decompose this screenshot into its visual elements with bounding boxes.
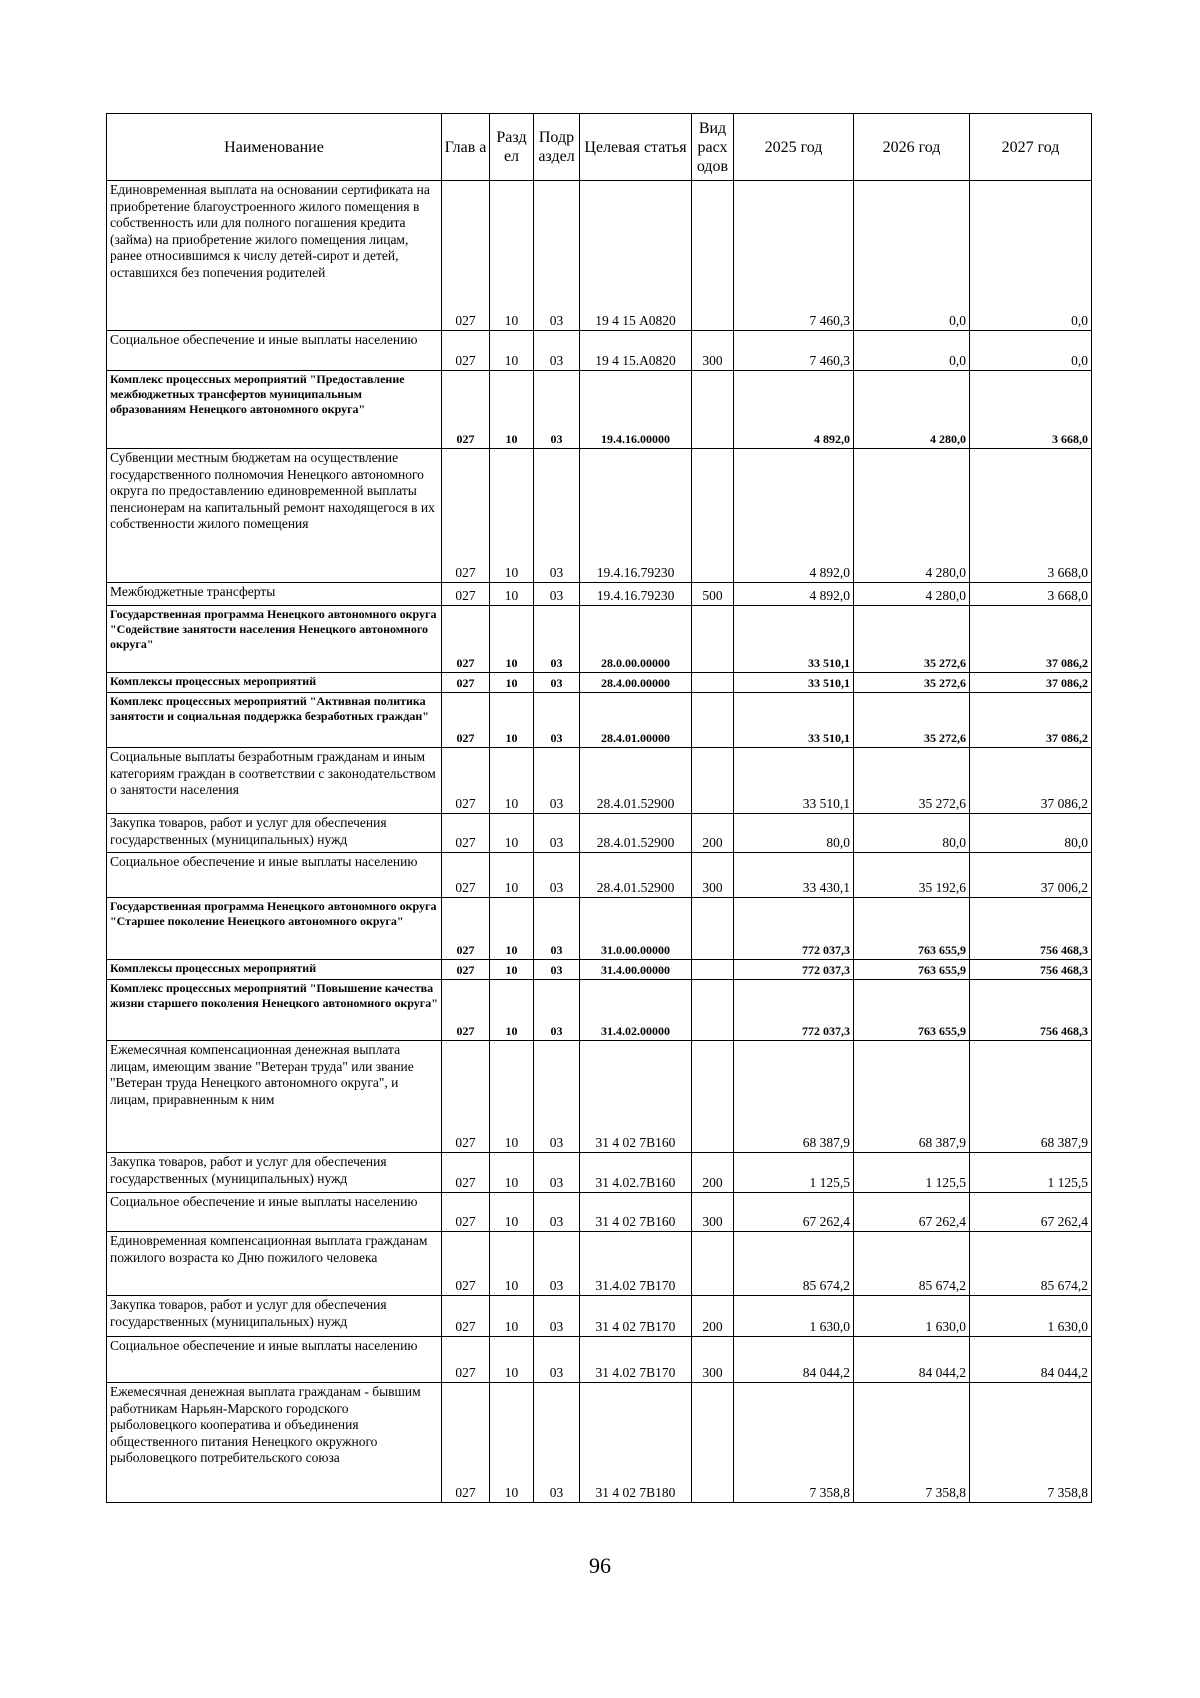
table-row <box>107 980 1092 1041</box>
cell-razdel: 10 <box>490 1232 534 1296</box>
cell-2027: 37 086,2 <box>970 606 1092 673</box>
cell-name: Закупка товаров, работ и услуг для обеспечения государственных (муниципальных) нужд <box>107 1153 442 1193</box>
header-vid: Вид расх одов <box>692 114 734 181</box>
header-2025: 2025 год <box>734 114 854 181</box>
cell-2025: 67 262,4 <box>734 1193 854 1232</box>
cell-name: Ежемесячная денежная выплата гражданам - бывшим работникам Нарьян-Марского городского рыболовецкого кооператива и объединения общественного питания Ненецкого окружного рыболовецкого потребительского союза <box>107 1383 442 1503</box>
cell-name: Государственная программа Ненецкого автономного округа "Содействие занятости населения Ненецкого автономного округа" <box>107 606 442 673</box>
cell-name: Комплекс процессных мероприятий "Повышение качества жизни старшего поколения Ненецкого автономного округа" <box>107 980 442 1041</box>
cell-name: Межбюджетные трансферты <box>107 583 442 606</box>
cell-2027: 756 468,3 <box>970 960 1092 980</box>
cell-razdel: 10 <box>490 898 534 960</box>
cell-glava: 027 <box>442 181 490 331</box>
cell-glava: 027 <box>442 693 490 748</box>
cell-razdel: 10 <box>490 1383 534 1503</box>
table-row <box>107 606 1092 673</box>
cell-name: Социальное обеспечение и иные выплаты населению <box>107 1193 442 1232</box>
cell-vid <box>692 693 734 748</box>
cell-podrazdel: 03 <box>534 1296 580 1337</box>
cell-2025: 772 037,3 <box>734 898 854 960</box>
cell-vid <box>692 181 734 331</box>
cell-vid: 300 <box>692 1337 734 1383</box>
cell-2027: 84 044,2 <box>970 1337 1092 1383</box>
cell-razdel: 10 <box>490 748 534 814</box>
cell-target: 28.4.01.52900 <box>580 748 692 814</box>
header-2027: 2027 год <box>970 114 1092 181</box>
cell-razdel: 10 <box>490 693 534 748</box>
cell-target: 28.0.00.00000 <box>580 606 692 673</box>
cell-2026: 7 358,8 <box>854 1383 970 1503</box>
cell-name: Комплексы процессных мероприятий <box>107 673 442 693</box>
cell-target: 31 4.02.7В160 <box>580 1153 692 1193</box>
cell-glava: 027 <box>442 748 490 814</box>
cell-glava: 027 <box>442 898 490 960</box>
cell-glava: 027 <box>442 449 490 583</box>
cell-vid <box>692 960 734 980</box>
cell-target: 19.4.16.79230 <box>580 449 692 583</box>
cell-2025: 33 510,1 <box>734 606 854 673</box>
cell-2025: 772 037,3 <box>734 960 854 980</box>
cell-2026: 35 192,6 <box>854 853 970 898</box>
cell-name: Комплексы процессных мероприятий <box>107 960 442 980</box>
table-row <box>107 960 1092 980</box>
cell-vid <box>692 898 734 960</box>
cell-podrazdel: 03 <box>534 449 580 583</box>
cell-razdel: 10 <box>490 1296 534 1337</box>
cell-podrazdel: 03 <box>534 980 580 1041</box>
cell-target: 31 4 02 7В170 <box>580 1296 692 1337</box>
cell-2025: 33 430,1 <box>734 853 854 898</box>
cell-name: Закупка товаров, работ и услуг для обеспечения государственных (муниципальных) нужд <box>107 1296 442 1337</box>
cell-2025: 7 460,3 <box>734 181 854 331</box>
cell-vid <box>692 606 734 673</box>
cell-2027: 37 086,2 <box>970 748 1092 814</box>
cell-glava: 027 <box>442 606 490 673</box>
table-row <box>107 1232 1092 1296</box>
cell-2026: 4 280,0 <box>854 371 970 449</box>
cell-razdel: 10 <box>490 853 534 898</box>
cell-2025: 80,0 <box>734 814 854 853</box>
cell-podrazdel: 03 <box>534 1383 580 1503</box>
table-header <box>107 114 1092 181</box>
cell-razdel: 10 <box>490 960 534 980</box>
cell-2026: 1 125,5 <box>854 1153 970 1193</box>
header-razdel: Разд ел <box>490 114 534 181</box>
cell-podrazdel: 03 <box>534 898 580 960</box>
cell-vid <box>692 1383 734 1503</box>
cell-vid <box>692 748 734 814</box>
cell-2027: 756 468,3 <box>970 980 1092 1041</box>
cell-vid <box>692 371 734 449</box>
cell-podrazdel: 03 <box>534 1232 580 1296</box>
cell-2027: 85 674,2 <box>970 1232 1092 1296</box>
table-row <box>107 814 1092 853</box>
cell-2026: 763 655,9 <box>854 980 970 1041</box>
cell-glava: 027 <box>442 331 490 371</box>
cell-name: Субвенции местным бюджетам на осуществление государственного полномочия Ненецкого автономного округа по предоставлению единовременной выплаты пенсионерам на капитальный ремонт находящегося в их собственности жилого помещения <box>107 449 442 583</box>
cell-vid <box>692 980 734 1041</box>
table-row <box>107 748 1092 814</box>
cell-target: 28.4.00.00000 <box>580 673 692 693</box>
cell-podrazdel: 03 <box>534 673 580 693</box>
cell-2025: 33 510,1 <box>734 673 854 693</box>
table-row <box>107 1337 1092 1383</box>
cell-2026: 35 272,6 <box>854 748 970 814</box>
cell-target: 31 4.02 7В170 <box>580 1337 692 1383</box>
cell-vid <box>692 1041 734 1153</box>
cell-2025: 4 892,0 <box>734 583 854 606</box>
table-row <box>107 331 1092 371</box>
cell-2027: 7 358,8 <box>970 1383 1092 1503</box>
cell-podrazdel: 03 <box>534 693 580 748</box>
cell-glava: 027 <box>442 1296 490 1337</box>
cell-2027: 37 006,2 <box>970 853 1092 898</box>
cell-name: Социальное обеспечение и иные выплаты населению <box>107 331 442 371</box>
cell-2025: 772 037,3 <box>734 980 854 1041</box>
cell-razdel: 10 <box>490 606 534 673</box>
cell-2025: 4 892,0 <box>734 449 854 583</box>
cell-glava: 027 <box>442 1153 490 1193</box>
cell-target: 28.4.01.52900 <box>580 853 692 898</box>
cell-glava: 027 <box>442 1232 490 1296</box>
cell-2027: 80,0 <box>970 814 1092 853</box>
cell-2027: 1 630,0 <box>970 1296 1092 1337</box>
cell-2025: 33 510,1 <box>734 693 854 748</box>
cell-2026: 35 272,6 <box>854 673 970 693</box>
cell-2026: 763 655,9 <box>854 898 970 960</box>
cell-razdel: 10 <box>490 814 534 853</box>
cell-podrazdel: 03 <box>534 331 580 371</box>
table-row <box>107 1193 1092 1232</box>
cell-target: 19.4.16.00000 <box>580 371 692 449</box>
cell-2026: 763 655,9 <box>854 960 970 980</box>
cell-podrazdel: 03 <box>534 1193 580 1232</box>
cell-2025: 7 358,8 <box>734 1383 854 1503</box>
cell-2027: 3 668,0 <box>970 371 1092 449</box>
cell-target: 31.4.02 7В170 <box>580 1232 692 1296</box>
table-body <box>107 181 1092 1503</box>
cell-podrazdel: 03 <box>534 371 580 449</box>
cell-podrazdel: 03 <box>534 853 580 898</box>
cell-2026: 68 387,9 <box>854 1041 970 1153</box>
cell-2026: 35 272,6 <box>854 606 970 673</box>
cell-target: 31 4 02 7В160 <box>580 1193 692 1232</box>
cell-name: Комплекс процессных мероприятий "Активная политика занятости и социальная поддержка безработных граждан" <box>107 693 442 748</box>
cell-target: 19 4 15 А0820 <box>580 181 692 331</box>
header-name: Наименование <box>107 114 442 181</box>
cell-glava: 027 <box>442 1337 490 1383</box>
cell-podrazdel: 03 <box>534 960 580 980</box>
page-number: 96 <box>589 1553 611 1578</box>
cell-glava: 027 <box>442 980 490 1041</box>
cell-name: Государственная программа Ненецкого автономного округа "Старшее поколение Ненецкого автономного округа" <box>107 898 442 960</box>
cell-podrazdel: 03 <box>534 583 580 606</box>
table-row <box>107 583 1092 606</box>
cell-2027: 0,0 <box>970 331 1092 371</box>
cell-razdel: 10 <box>490 1337 534 1383</box>
cell-2027: 3 668,0 <box>970 449 1092 583</box>
table-row <box>107 181 1092 331</box>
cell-2026: 0,0 <box>854 331 970 371</box>
cell-2025: 1 630,0 <box>734 1296 854 1337</box>
table-row <box>107 371 1092 449</box>
cell-target: 19 4 15.А0820 <box>580 331 692 371</box>
cell-glava: 027 <box>442 853 490 898</box>
cell-razdel: 10 <box>490 1153 534 1193</box>
cell-2026: 0,0 <box>854 181 970 331</box>
cell-podrazdel: 03 <box>534 181 580 331</box>
cell-razdel: 10 <box>490 673 534 693</box>
cell-glava: 027 <box>442 960 490 980</box>
cell-target: 31.0.00.00000 <box>580 898 692 960</box>
cell-target: 28.4.01.00000 <box>580 693 692 748</box>
header-glava: Глав а <box>442 114 490 181</box>
cell-2026: 85 674,2 <box>854 1232 970 1296</box>
cell-target: 19.4.16.79230 <box>580 583 692 606</box>
cell-razdel: 10 <box>490 1193 534 1232</box>
cell-2025: 84 044,2 <box>734 1337 854 1383</box>
cell-vid: 200 <box>692 1153 734 1193</box>
cell-2027: 68 387,9 <box>970 1041 1092 1153</box>
table-row <box>107 1041 1092 1153</box>
cell-2026: 84 044,2 <box>854 1337 970 1383</box>
budget-table <box>106 113 1092 1503</box>
cell-2025: 7 460,3 <box>734 331 854 371</box>
cell-name: Социальные выплаты безработным гражданам и иным категориям граждан в соответствии с законодательством о занятости населения <box>107 748 442 814</box>
cell-vid <box>692 1232 734 1296</box>
table-row <box>107 853 1092 898</box>
cell-2027: 1 125,5 <box>970 1153 1092 1193</box>
cell-glava: 027 <box>442 1383 490 1503</box>
cell-glava: 027 <box>442 814 490 853</box>
cell-vid: 200 <box>692 1296 734 1337</box>
cell-2025: 85 674,2 <box>734 1232 854 1296</box>
cell-podrazdel: 03 <box>534 814 580 853</box>
cell-podrazdel: 03 <box>534 606 580 673</box>
cell-name: Закупка товаров, работ и услуг для обеспечения государственных (муниципальных) нужд <box>107 814 442 853</box>
cell-vid: 200 <box>692 814 734 853</box>
cell-glava: 027 <box>442 673 490 693</box>
cell-razdel: 10 <box>490 1041 534 1153</box>
cell-2025: 68 387,9 <box>734 1041 854 1153</box>
cell-2026: 67 262,4 <box>854 1193 970 1232</box>
table-row <box>107 449 1092 583</box>
cell-podrazdel: 03 <box>534 1337 580 1383</box>
cell-podrazdel: 03 <box>534 1153 580 1193</box>
cell-2026: 4 280,0 <box>854 449 970 583</box>
table-row <box>107 898 1092 960</box>
cell-razdel: 10 <box>490 371 534 449</box>
cell-name: Единовременная выплата на основании сертификата на приобретение благоустроенного жилого помещения в собственность или для полного погашения кредита (займа) на приобретение жилого помещения лицам, ранее относившимся к числу детей-сирот и детей, оставшихся без попечения родителей <box>107 181 442 331</box>
cell-2027: 37 086,2 <box>970 693 1092 748</box>
header-podrazdel: Подр аздел <box>534 114 580 181</box>
table-row <box>107 693 1092 748</box>
cell-name: Единовременная компенсационная выплата гражданам пожилого возраста ко Дню пожилого человека <box>107 1232 442 1296</box>
cell-glava: 027 <box>442 1193 490 1232</box>
table-row <box>107 1383 1092 1503</box>
cell-vid: 300 <box>692 331 734 371</box>
table-row <box>107 673 1092 693</box>
cell-glava: 027 <box>442 1041 490 1153</box>
cell-2026: 35 272,6 <box>854 693 970 748</box>
cell-target: 31.4.00.00000 <box>580 960 692 980</box>
cell-vid: 300 <box>692 853 734 898</box>
cell-2026: 1 630,0 <box>854 1296 970 1337</box>
cell-2027: 3 668,0 <box>970 583 1092 606</box>
cell-podrazdel: 03 <box>534 1041 580 1153</box>
cell-glava: 027 <box>442 371 490 449</box>
cell-vid: 500 <box>692 583 734 606</box>
cell-2027: 756 468,3 <box>970 898 1092 960</box>
cell-vid <box>692 449 734 583</box>
cell-target: 31 4 02 7В160 <box>580 1041 692 1153</box>
cell-name: Ежемесячная компенсационная денежная выплата лицам, имеющим звание "Ветеран труда" или звание "Ветеран труда Ненецкого автономного округа", и лицам, приравненным к ним <box>107 1041 442 1153</box>
cell-2027: 37 086,2 <box>970 673 1092 693</box>
cell-2025: 4 892,0 <box>734 371 854 449</box>
cell-target: 31 4 02 7В180 <box>580 1383 692 1503</box>
cell-podrazdel: 03 <box>534 748 580 814</box>
cell-razdel: 10 <box>490 583 534 606</box>
cell-2027: 67 262,4 <box>970 1193 1092 1232</box>
cell-2027: 0,0 <box>970 181 1092 331</box>
cell-target: 31.4.02.00000 <box>580 980 692 1041</box>
cell-name: Комплекс процессных мероприятий "Предоставление межбюджетных трансфертов муниципальным образованиям Ненецкого автономного округа" <box>107 371 442 449</box>
header-2026: 2026 год <box>854 114 970 181</box>
cell-razdel: 10 <box>490 980 534 1041</box>
cell-vid <box>692 673 734 693</box>
cell-2026: 4 280,0 <box>854 583 970 606</box>
table-row <box>107 1296 1092 1337</box>
cell-razdel: 10 <box>490 449 534 583</box>
cell-2026: 80,0 <box>854 814 970 853</box>
cell-razdel: 10 <box>490 181 534 331</box>
cell-vid: 300 <box>692 1193 734 1232</box>
cell-glava: 027 <box>442 583 490 606</box>
cell-target: 28.4.01.52900 <box>580 814 692 853</box>
cell-name: Социальное обеспечение и иные выплаты населению <box>107 853 442 898</box>
cell-2025: 33 510,1 <box>734 748 854 814</box>
cell-2025: 1 125,5 <box>734 1153 854 1193</box>
cell-name: Социальное обеспечение и иные выплаты населению <box>107 1337 442 1383</box>
cell-razdel: 10 <box>490 331 534 371</box>
header-target: Целевая статья <box>580 114 692 181</box>
table-row <box>107 1153 1092 1193</box>
